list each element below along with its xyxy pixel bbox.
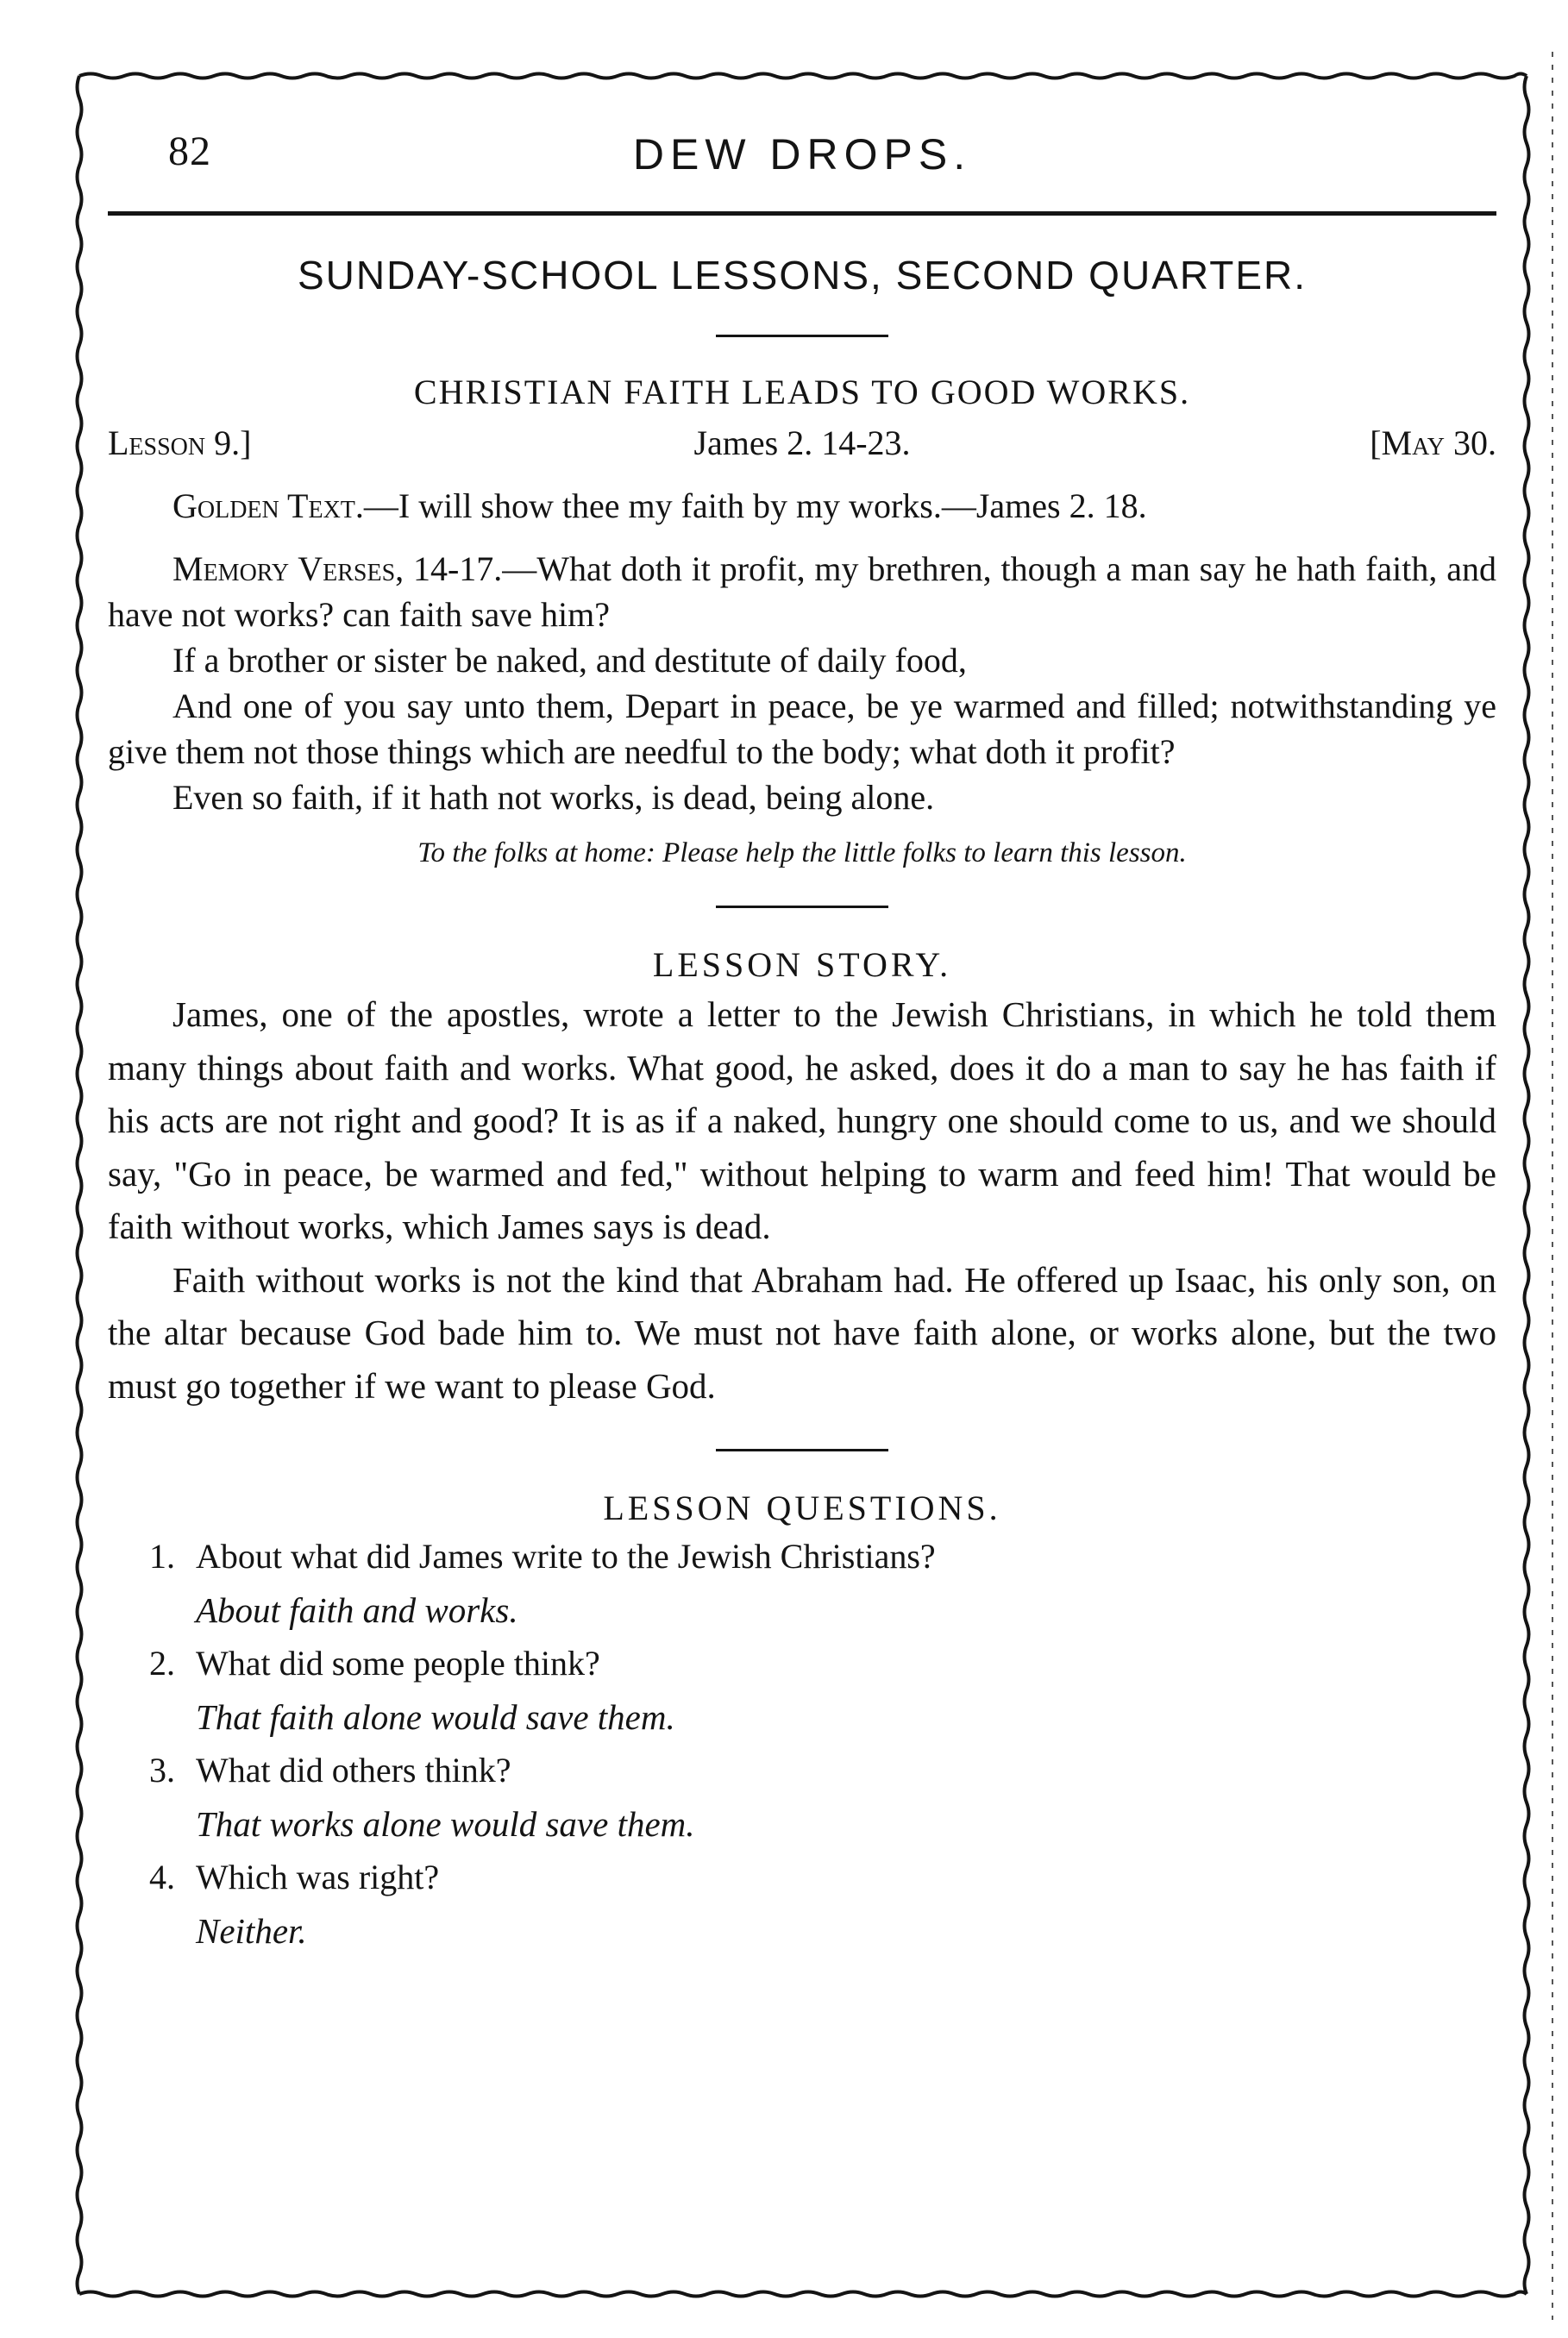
border-right	[1525, 76, 1529, 2294]
question-text: What did some people think?	[196, 1644, 600, 1683]
memory-verse-3: And one of you say unto them, Depart in peace, be ye warmed and filled; notwithstanding ye give them not those things which are needful to the body; what doth it profit?	[108, 686, 1496, 771]
memory-verses-label: Memory Verses,	[172, 549, 405, 588]
question-number: 3.	[149, 1751, 175, 1790]
question-number: 2.	[149, 1644, 175, 1683]
question-text: Which was right?	[196, 1858, 440, 1896]
divider-rule	[716, 1449, 888, 1451]
lesson-meta	[108, 423, 1496, 474]
question-item	[149, 1530, 1496, 1637]
lesson-scripture: James 2. 14-23.	[693, 423, 911, 462]
memory-verse-1	[108, 546, 1496, 637]
question-item	[149, 1851, 1496, 1958]
lesson-number: Lesson 9.]	[108, 423, 252, 462]
story-paragraph: James, one of the apostles, wrote a letter to the Jewish Christians, in which he told them many things about faith and works. What good, he asked, does it do a man to say he has faith if his acts are not right and good? It is as if a naked, hungry one should come to us, and we should say, "Go in peace, be warmed and fed," without helping to warm and feed him! That would be faith without works, which James says is dead.	[108, 994, 1496, 1246]
question-list	[108, 1530, 1496, 1958]
header-rule	[108, 211, 1496, 216]
question-number: 1.	[149, 1537, 175, 1576]
section-title: SUNDAY-SCHOOL LESSONS, SECOND QUARTER.	[297, 253, 1308, 298]
questions-heading: LESSON QUESTIONS.	[603, 1489, 1001, 1527]
golden-text	[108, 483, 1496, 529]
page-content	[108, 112, 1496, 1958]
divider-rule	[716, 335, 888, 337]
page-header	[108, 112, 1496, 203]
question-item	[149, 1744, 1496, 1851]
golden-text-body: —I will show thee my faith by my works.—James 2. 18.	[363, 486, 1147, 525]
memory-verse-2: If a brother or sister be naked, and destitute of daily food,	[172, 641, 967, 680]
border-left	[78, 76, 82, 2294]
story-heading: LESSON STORY.	[652, 945, 952, 984]
border-bottom	[79, 2292, 1527, 2297]
question-answer: That faith alone would save them.	[196, 1697, 675, 1737]
question-item	[149, 1637, 1496, 1744]
divider-rule	[716, 906, 888, 908]
question-answer: That works alone would save them.	[196, 1804, 695, 1844]
question-number: 4.	[149, 1858, 175, 1896]
lesson-title: CHRISTIAN FAITH LEADS TO GOOD WORKS.	[413, 373, 1191, 411]
question-answer: About faith and works.	[196, 1590, 518, 1630]
golden-text-label: Golden Text.	[172, 486, 364, 525]
lesson-story	[108, 944, 1496, 1413]
question-text: About what did James write to the Jewish Christians?	[196, 1537, 936, 1576]
lesson-questions	[108, 1488, 1496, 1958]
question-text: What did others think?	[196, 1751, 511, 1790]
question-answer: Neither.	[196, 1911, 307, 1951]
memory-verse-text: 14-17.—What doth it profit, my brethren, though a man say he hath faith, and have not works? can faith save him?	[108, 549, 1496, 634]
running-title: DEW DROPS.	[632, 130, 972, 179]
border-top	[79, 74, 1527, 78]
page-number: 82	[168, 128, 211, 174]
home-note: To the folks at home: Please help the little folks to learn this lesson.	[417, 837, 1187, 868]
lesson-date: [May 30.	[1370, 423, 1496, 462]
memory-verse-4: Even so faith, if it hath not works, is dead, being alone.	[172, 778, 935, 817]
story-paragraph: Faith without works is not the kind that Abraham had. He offered up Isaac, his only son, on the altar because God bade him to. We must not have faith alone, or works alone, but the two must go together if we want to please God.	[108, 1259, 1496, 1406]
